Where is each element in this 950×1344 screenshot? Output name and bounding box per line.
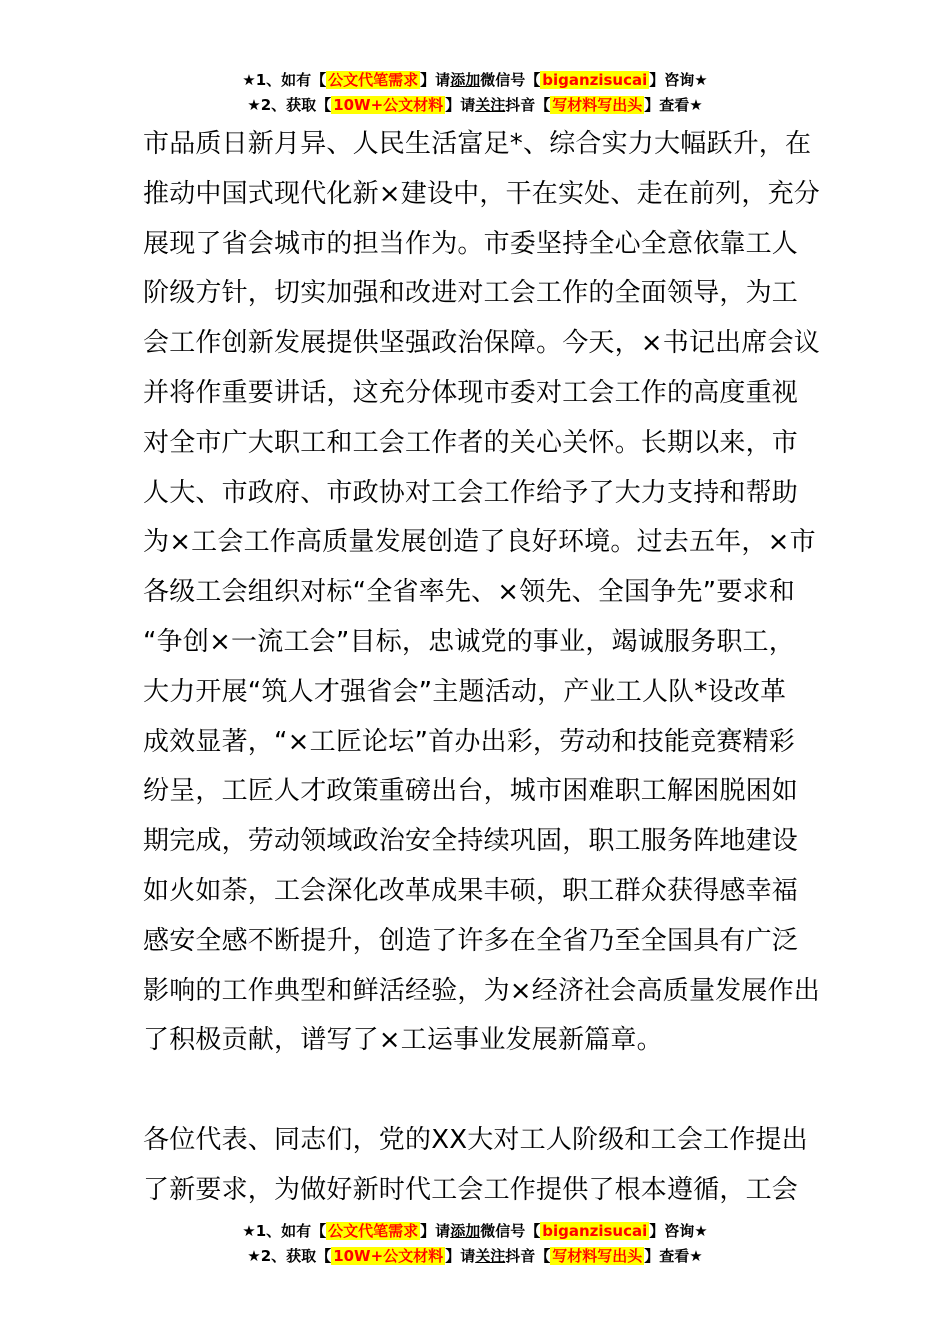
header-banner-line-1 (0, 68, 950, 93)
footer-line1-prefix: ★1、如有【 (242, 1222, 327, 1240)
paragraph-line: 期完成，劳动领域政治安全持续巩固，职工服务阵地建设 (143, 826, 799, 857)
header-line1-suffix: 】咨询★ (649, 71, 708, 89)
paragraph-line: 影响的工作典型和鲜活经验，为×经济社会高质量发展作出 (143, 975, 820, 1006)
header-line1-emphasis: 添加 (450, 71, 481, 89)
body-paragraph-1 (143, 120, 820, 1066)
header-line2-emphasis: 关注 (475, 96, 506, 114)
paragraph-line: 各级工会组织对标“全省率先、×领先、全国争先”要求和 (143, 577, 795, 608)
footer-line1-mid-2: 微信号【 (480, 1222, 541, 1240)
header-line1-mid-2: 微信号【 (480, 71, 541, 89)
header-banner-line-2 (0, 93, 950, 118)
paragraph-line: 如火如荼，工会深化改革成果丰硕，职工群众获得感幸福 (143, 875, 799, 906)
paragraph-line: 感安全感不断提升，创造了许多在全省乃至全国具有广泛 (143, 925, 799, 956)
header-line1-prefix: ★1、如有【 (242, 71, 327, 89)
paragraph-line: 阶级方针，切实加强和改进对工会工作的全面领导，为工 (143, 278, 799, 309)
footer-line2-mid-1: 】请 (445, 1247, 476, 1265)
header-line1-highlight-2: biganzisucai (542, 71, 648, 89)
footer-line2-suffix: 】查看★ (644, 1247, 703, 1265)
footer-line2-mid-2: 抖音【 (505, 1247, 551, 1265)
paragraph-line: 人大、市政府、市政协对工会工作给予了大力支持和帮助 (143, 477, 799, 508)
header-line2-mid-1: 】请 (445, 96, 476, 114)
paragraph-line: 会工作创新发展提供坚强政治保障。今天，×书记出席会议 (143, 328, 820, 359)
footer-line1-highlight-1: 公文代笔需求 (328, 1222, 419, 1240)
paragraph-line: “争创×一流工会”目标，忠诚党的事业，竭诚服务职工， (143, 626, 795, 657)
paragraph-line: 了积极贡献，谱写了×工运事业发展新篇章。 (143, 1025, 663, 1056)
footer-banner-line-1 (0, 1219, 950, 1244)
header-line2-mid-2: 抖音【 (505, 96, 551, 114)
footer-line1-suffix: 】咨询★ (649, 1222, 708, 1240)
paragraph-line: 大力开展“筑人才强省会”主题活动，产业工人队*设改革 (143, 676, 787, 707)
paragraph-line: 成效显著，“×工匠论坛”首办出彩，劳动和技能竞赛精彩 (143, 726, 795, 757)
header-line1-mid-1: 】请 (420, 71, 451, 89)
paragraph-line: 为×工会工作高质量发展创造了良好环境。过去五年，×市 (143, 527, 816, 558)
footer-line1-mid-1: 】请 (420, 1222, 451, 1240)
header-line2-highlight-1: 10W+公文材料 (333, 96, 444, 114)
paragraph-line: 纷呈，工匠人才政策重磅出台，城市困难职工解困脱困如 (143, 776, 799, 807)
paragraph-line: 市品质日新月异、人民生活富足*、综合实力大幅跃升，在 (143, 129, 812, 159)
paragraph-line: 展现了省会城市的担当作为。市委坚持全心全意依靠工人 (143, 228, 799, 259)
footer-line2-highlight-2: 写材料写出头 (552, 1247, 643, 1265)
header-line2-highlight-2: 写材料写出头 (552, 96, 643, 114)
body-paragraph-2 (143, 1116, 808, 1216)
footer-line2-prefix: ★2、获取【 (247, 1247, 332, 1265)
paragraph-line: 各位代表、同志们，党的XX大对工人阶级和工会工作提出 (143, 1125, 808, 1155)
header-line2-suffix: 】查看★ (644, 96, 703, 114)
paragraph-line: 对全市广大职工和工会工作者的关心关怀。长期以来，市 (143, 427, 799, 458)
paragraph-line: 并将作重要讲话，这充分体现市委对工会工作的高度重视 (143, 377, 799, 408)
header-line2-prefix: ★2、获取【 (247, 96, 332, 114)
paragraph-line: 了新要求，为做好新时代工会工作提供了根本遵循，工会 (143, 1174, 799, 1205)
footer-line2-emphasis: 关注 (475, 1247, 506, 1265)
footer-line1-highlight-2: biganzisucai (542, 1222, 648, 1240)
header-banner (0, 68, 950, 118)
footer-banner (0, 1219, 950, 1269)
footer-line2-highlight-1: 10W+公文材料 (333, 1247, 444, 1265)
paragraph-line: 推动中国式现代化新×建设中，干在实处、走在前列，充分 (143, 178, 820, 209)
footer-line1-emphasis: 添加 (450, 1222, 481, 1240)
header-line1-highlight-1: 公文代笔需求 (328, 71, 419, 89)
footer-banner-line-2 (0, 1244, 950, 1269)
